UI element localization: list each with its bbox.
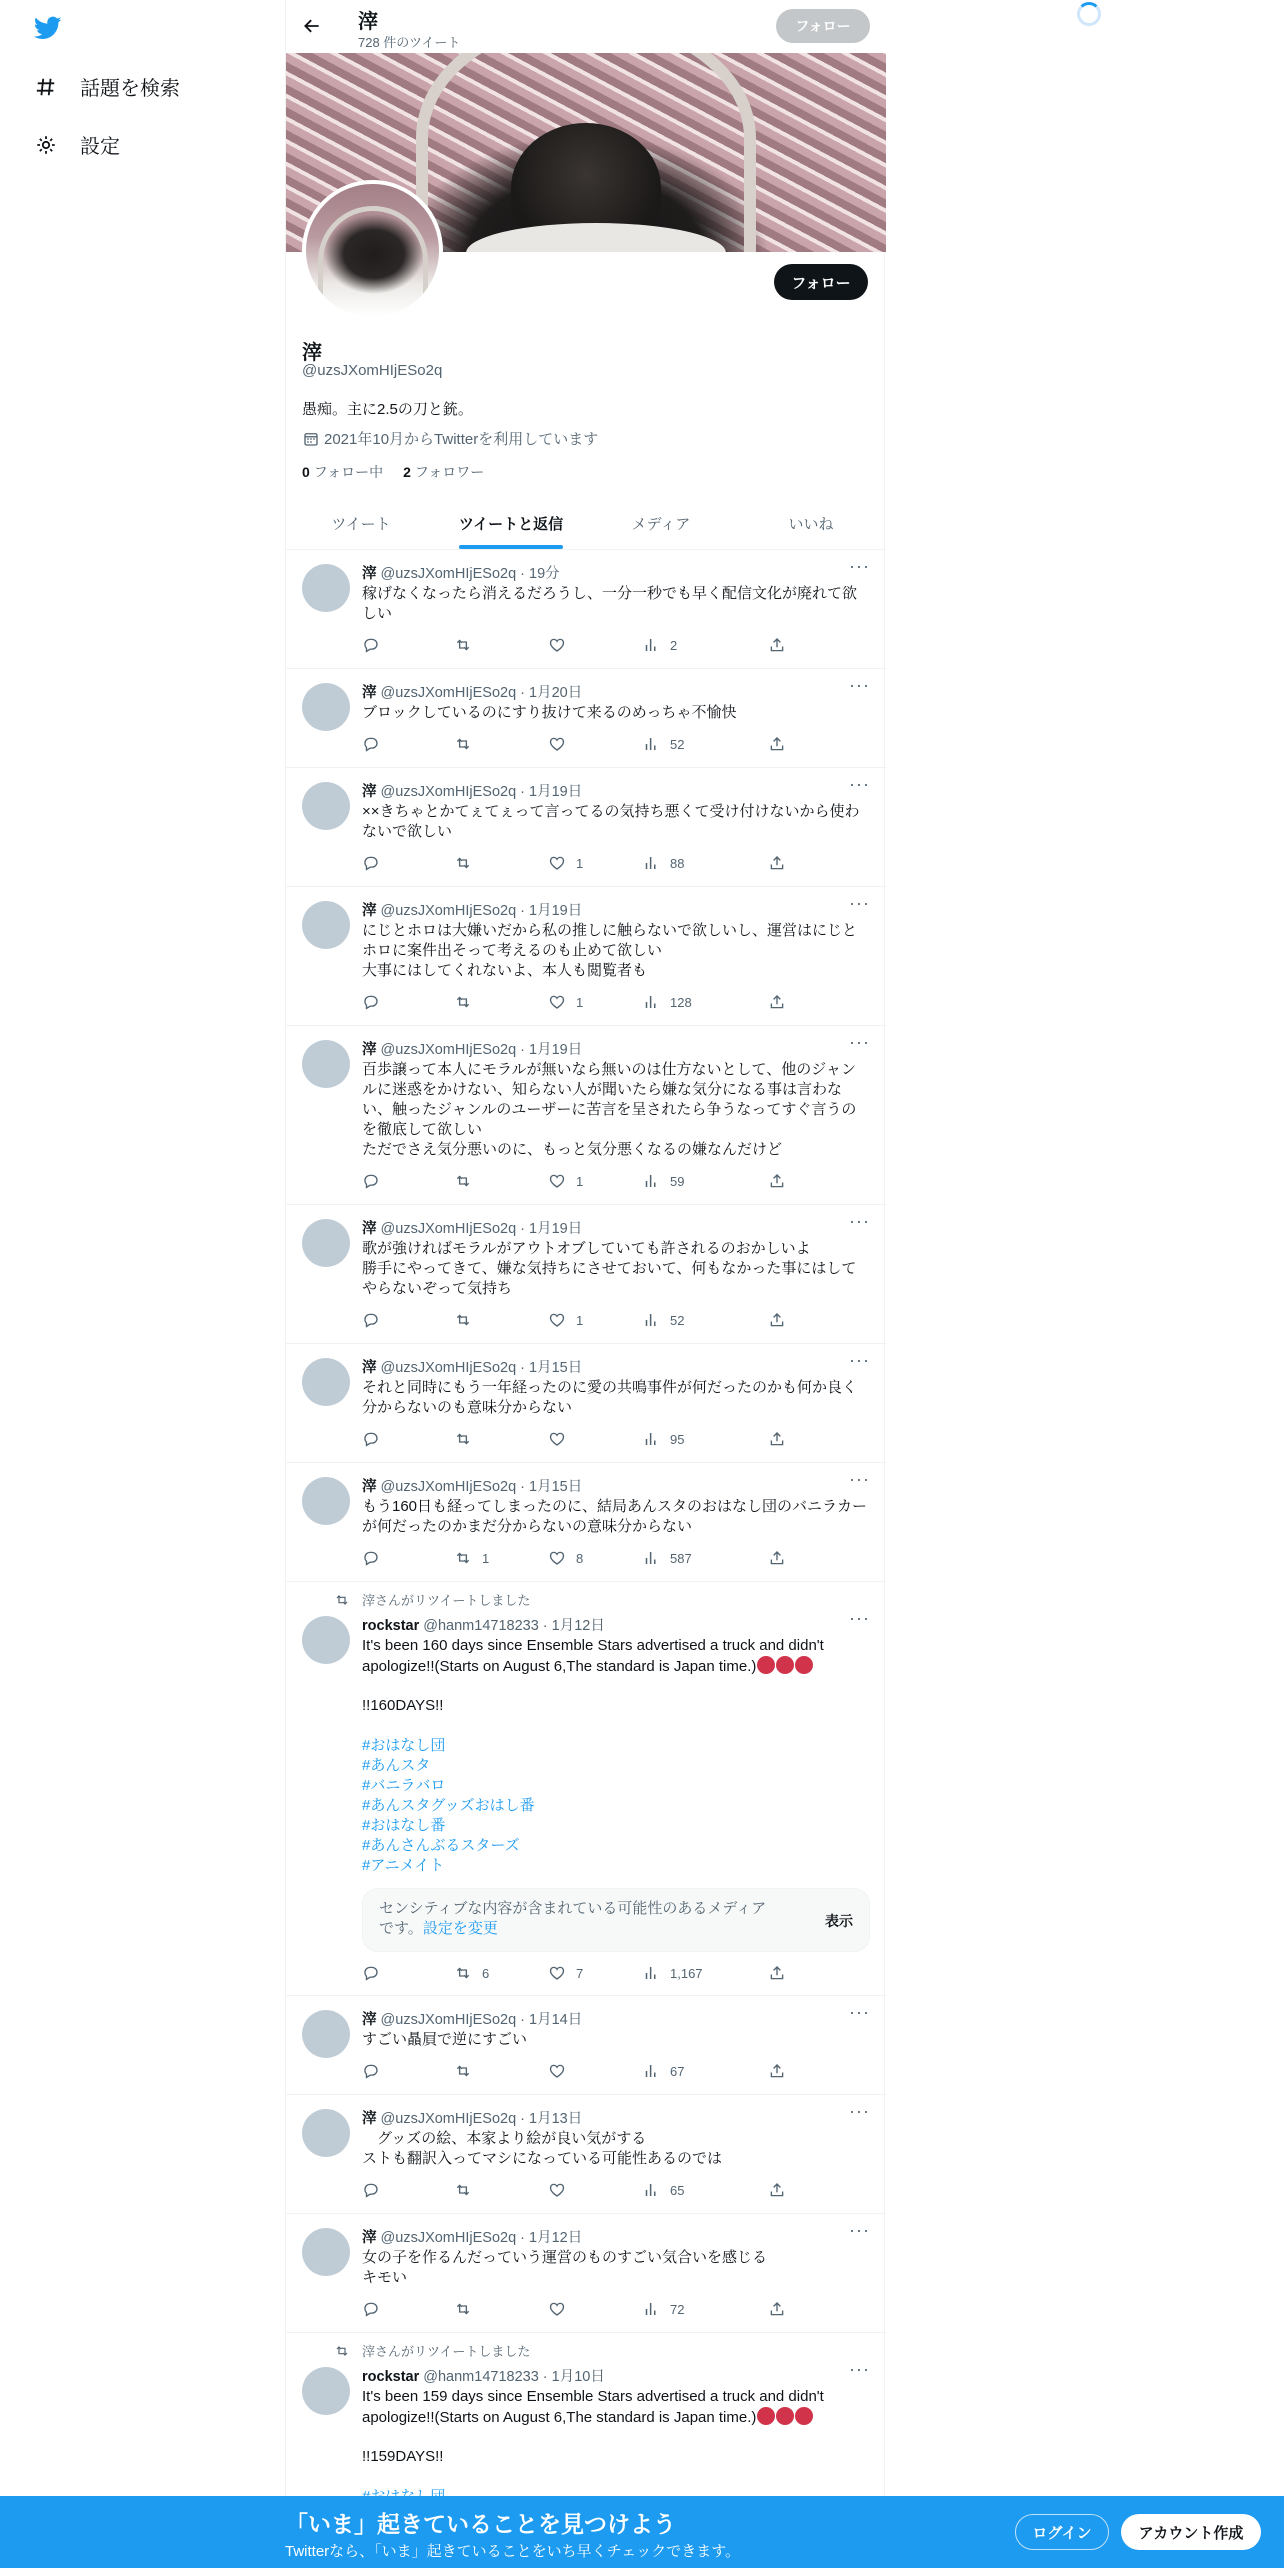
tweet-header: rockstar @hanm14718233 · 1月12日: [362, 1618, 605, 1634]
tweet-author-handle[interactable]: @uzsJXomHIjESo2q: [380, 2111, 517, 2127]
tweet-author-name[interactable]: 滓: [362, 1042, 377, 1058]
angry-emoji-icon: [776, 2407, 794, 2425]
tweet-author-name[interactable]: 滓: [362, 2230, 377, 2246]
retweet-small-icon: [334, 1592, 350, 1608]
tweet[interactable]: [286, 2214, 886, 2333]
like-button[interactable]: 7: [548, 1964, 583, 1982]
retweet-icon: [454, 2062, 472, 2080]
tweet-text: ブロックしているのにすり抜けて来るのめっちゃ不愉快: [362, 704, 737, 721]
reply-button[interactable]: [362, 1172, 390, 1190]
tweet-header: 滓 @uzsJXomHIjESo2q · 1月14日: [362, 2012, 583, 2028]
heart-icon: [548, 735, 566, 753]
tweet-time[interactable]: 19分: [529, 566, 560, 582]
share-button[interactable]: [768, 636, 796, 654]
like-button[interactable]: [548, 2300, 576, 2318]
like-button[interactable]: 8: [548, 1549, 583, 1567]
tweet[interactable]: [286, 1205, 886, 1344]
more-options-icon[interactable]: ···: [849, 2002, 870, 2022]
more-options-icon[interactable]: ···: [849, 1211, 870, 1231]
retweet-icon: [454, 636, 472, 654]
tweet-header: 滓 @uzsJXomHIjESo2q · 1月19日: [362, 1042, 583, 1058]
share-icon: [768, 1549, 786, 1567]
more-options-icon[interactable]: ···: [849, 556, 870, 576]
tweet-header: 滓 @uzsJXomHIjESo2q · 1月15日: [362, 1479, 583, 1495]
tweet-text: 女の子を作るんだっていう運営のものすごい気合いを感じる キモい: [362, 2249, 768, 2286]
nav-settings[interactable]: [34, 130, 120, 159]
retweet-icon: [454, 1430, 472, 1448]
reply-icon: [362, 1311, 380, 1329]
share-icon: [768, 2181, 786, 2199]
reply-icon: [362, 1430, 380, 1448]
calendar-icon: [302, 430, 320, 448]
tweet-actions: [362, 1549, 802, 1569]
hashtag-link[interactable]: #あんスタ: [362, 1757, 431, 1774]
tweet-author-handle[interactable]: @uzsJXomHIjESo2q: [380, 1360, 517, 1376]
views-button[interactable]: 95: [642, 1430, 684, 1448]
share-icon: [768, 1964, 786, 1982]
reply-icon: [362, 854, 380, 872]
tweet-header: rockstar @hanm14718233 · 1月10日: [362, 2369, 605, 2385]
tweet-text: それと同時にもう一年経ったのに愛の共鳴事件が何だったのかも何か良く分からないのも意味分からない: [362, 1379, 858, 1416]
tweet[interactable]: [286, 2095, 886, 2214]
reply-button[interactable]: [362, 2300, 390, 2318]
share-button[interactable]: [768, 735, 796, 753]
tweet[interactable]: [286, 1463, 886, 1582]
hashtag-link[interactable]: #あんさんぶるスターズ: [362, 1837, 520, 1854]
tweet-time[interactable]: 1月10日: [551, 2369, 605, 2385]
retweet-button[interactable]: [454, 854, 482, 872]
more-options-icon[interactable]: ···: [849, 2220, 870, 2240]
retweet-icon: [454, 1172, 472, 1190]
reply-button[interactable]: [362, 2181, 390, 2199]
signup-banner-subtitle: Twitterなら、「いま」起きていることをいち早くチェックできます。: [285, 2543, 741, 2560]
tweet-text: グッズの絵、本家より絵が良い気がする ストも翻訳入ってマシになっている可能性あるのでは: [362, 2130, 723, 2167]
like-button[interactable]: [548, 2062, 576, 2080]
heart-icon: [548, 1430, 566, 1448]
reply-button[interactable]: [362, 636, 390, 654]
tweet-text: 稼げなくなったら消えるだろうし、一分一秒でも早く配信文化が廃れて欲しい: [362, 585, 858, 622]
heart-icon: [548, 1549, 566, 1567]
heart-icon: [548, 636, 566, 654]
tweet-time[interactable]: 1月14日: [529, 2012, 583, 2028]
retweet-button[interactable]: [454, 1311, 482, 1329]
heart-icon: [548, 993, 566, 1011]
more-options-icon[interactable]: ···: [849, 1032, 870, 1052]
tweet-author-name[interactable]: 滓: [362, 685, 377, 701]
nav-settings-label: 設定: [80, 136, 120, 158]
share-button[interactable]: [768, 1964, 796, 1982]
like-button[interactable]: [548, 2181, 576, 2199]
tweet-author-handle[interactable]: @uzsJXomHIjESo2q: [380, 1221, 517, 1237]
tweet-actions: [362, 1430, 802, 1450]
tweet-text: 百歩譲って本人にモラルが無いなら無いのは仕方ないとして、他のジャンルに迷惑をかけない、知らない人が聞いたら嫌な気分になる事は言わない、触ったジャンルのユーザーに苦言を呈されたら争うなってすぐ言うのを徹底して欲しい ただでさえ気分悪いのに、もっと気分悪くなるの嫌なんだけど: [362, 1061, 857, 1158]
share-icon: [768, 1430, 786, 1448]
share-button[interactable]: [768, 1430, 796, 1448]
retweet-icon: [454, 2300, 472, 2318]
tweet-time[interactable]: 1月12日: [551, 1618, 605, 1634]
views-chart-icon: [642, 636, 660, 654]
nav-explore-label: 話題を検索: [80, 78, 180, 100]
tweet-actions: [362, 2181, 802, 2201]
tweet[interactable]: [286, 1026, 886, 1205]
tweet[interactable]: [286, 768, 886, 887]
tweet-author-handle[interactable]: @hanm14718233: [423, 2369, 539, 2385]
tweet-text-line: !!160DAYS!!: [362, 1697, 444, 1714]
profile-bio: 愚痴。主に2.5の刀と銃。: [302, 401, 473, 418]
tweet-author-handle[interactable]: @uzsJXomHIjESo2q: [380, 2012, 517, 2028]
tweet-author-handle[interactable]: @uzsJXomHIjESo2q: [380, 566, 517, 582]
views-button[interactable]: 72: [642, 2300, 684, 2318]
reply-button[interactable]: [362, 1430, 390, 1448]
views-button[interactable]: 52: [642, 735, 684, 753]
profile-column: [285, 0, 885, 2568]
tweet-header: 滓 @uzsJXomHIjESo2q · 1月20日: [362, 685, 583, 701]
hashtag-link[interactable]: #あんスタグッズおはし番: [362, 1797, 535, 1814]
tweet-text: 歌が強ければモラルがアウトオブしていても許されるのおかしいよ 勝手にやってきて、嫌な気持ちにさせておいて、何もなかった事にはしてやらないぞって気持ち: [362, 1240, 857, 1297]
tweet-author-name[interactable]: 滓: [362, 1479, 377, 1495]
reply-icon: [362, 2181, 380, 2199]
login-button[interactable]: ログイン: [1015, 2514, 1109, 2550]
tweet-author-name[interactable]: rockstar: [362, 2369, 420, 2385]
tweet-time[interactable]: 1月12日: [529, 2230, 583, 2246]
like-button[interactable]: 1: [548, 1311, 583, 1329]
views-button[interactable]: 128: [642, 993, 692, 1011]
share-button[interactable]: [768, 1172, 796, 1190]
share-button[interactable]: [768, 993, 796, 1011]
retweet-button[interactable]: [454, 2181, 482, 2199]
tweet[interactable]: [286, 550, 886, 669]
profile-header-bar: [286, 0, 886, 53]
profile-joined-text: 2021年10月からTwitterを利用しています: [324, 431, 599, 448]
tweet-actions: [362, 993, 802, 1013]
reply-button[interactable]: [362, 2062, 390, 2080]
heart-icon: [548, 1172, 566, 1190]
heart-icon: [548, 2300, 566, 2318]
heart-icon: [548, 2062, 566, 2080]
more-options-icon[interactable]: ···: [849, 774, 870, 794]
tweet-author-name[interactable]: 滓: [362, 566, 377, 582]
tweet-author-handle[interactable]: @hanm14718233: [423, 1618, 539, 1634]
heart-icon: [548, 1964, 566, 1982]
tweet-time[interactable]: 1月15日: [529, 1360, 583, 1376]
share-button[interactable]: [768, 2062, 796, 2080]
views-button[interactable]: 88: [642, 854, 684, 872]
tweet-author-handle[interactable]: @uzsJXomHIjESo2q: [380, 685, 517, 701]
tweet-author-name[interactable]: 滓: [362, 784, 377, 800]
tweet-text: もう160日も経ってしまったのに、結局あんスタのおはなし団のバニラカーが何だったのかまだ分からないの意味分からない: [362, 1498, 868, 1535]
more-options-icon[interactable]: ···: [849, 1350, 870, 1370]
angry-emoji-icon: [757, 1656, 775, 1674]
retweet-icon: [454, 2181, 472, 2199]
profile-handle: @uzsJXomHIjESo2q: [302, 362, 443, 379]
more-options-icon[interactable]: ···: [849, 2359, 870, 2379]
angry-emoji-icon: [795, 2407, 813, 2425]
reply-icon: [362, 636, 380, 654]
retweet-icon: [454, 1311, 472, 1329]
tweet-avatar[interactable]: [302, 901, 350, 949]
signup-banner: [0, 2496, 1284, 2568]
more-options-icon[interactable]: ···: [849, 675, 870, 695]
tab-media[interactable]: メディア: [631, 515, 691, 533]
like-button[interactable]: [548, 735, 576, 753]
tweet-author-handle[interactable]: @uzsJXomHIjESo2q: [380, 1479, 517, 1495]
tweet-text: ××きちゃとかてぇてぇって言ってるの気持ち悪くて受け付けないから使わないで欲しい: [362, 803, 860, 840]
tweet-avatar[interactable]: [302, 1477, 350, 1525]
tweet-author-handle[interactable]: @uzsJXomHIjESo2q: [380, 2230, 517, 2246]
profile-name: 滓: [302, 342, 322, 364]
share-icon: [768, 1172, 786, 1190]
tweet-avatar[interactable]: [302, 1358, 350, 1406]
more-options-icon[interactable]: ···: [849, 1469, 870, 1489]
tweet-avatar[interactable]: [302, 2109, 350, 2157]
tab-tweets-and-replies[interactable]: ツイートと返信: [436, 497, 586, 549]
tweet-header: 滓 @uzsJXomHIjESo2q · 19分: [362, 566, 560, 582]
views-chart-icon: [642, 735, 660, 753]
tweet-avatar[interactable]: [302, 1219, 350, 1267]
tweet-author-handle[interactable]: @uzsJXomHIjESo2q: [380, 1042, 517, 1058]
tweet-actions: [362, 2062, 802, 2082]
like-button[interactable]: [548, 636, 576, 654]
tweet-avatar[interactable]: [302, 1616, 350, 1664]
avatar-hood-shape: [318, 206, 428, 316]
tweet-avatar[interactable]: [302, 782, 350, 830]
retweet-icon: [454, 993, 472, 1011]
loading-spinner-icon: [1077, 2, 1101, 26]
tweet-author-name[interactable]: rockstar: [362, 1618, 420, 1634]
views-chart-icon: [642, 1964, 660, 1982]
retweet-icon: [454, 735, 472, 753]
tweet-avatar[interactable]: [302, 564, 350, 612]
tweet[interactable]: [286, 1582, 886, 1996]
tweet-avatar[interactable]: [302, 2010, 350, 2058]
profile-joined: [302, 428, 598, 449]
profile-avatar[interactable]: [302, 180, 443, 321]
views-chart-icon: [642, 854, 660, 872]
show-media-button[interactable]: 表示: [825, 1913, 853, 1929]
views-button[interactable]: 52: [642, 1311, 684, 1329]
tweet-author-handle[interactable]: @uzsJXomHIjESo2q: [380, 903, 517, 919]
views-button[interactable]: 65: [642, 2181, 684, 2199]
reply-icon: [362, 735, 380, 753]
tweet[interactable]: [286, 1344, 886, 1463]
sensitive-media-notice: センシティブな内容が含まれている可能性のあるメディアです。設定を変更 表示: [362, 1888, 870, 1952]
retweet-button[interactable]: [454, 2062, 482, 2080]
signup-banner-title: 「いま」起きていることを見つけよう: [285, 2511, 676, 2537]
views-button[interactable]: 587: [642, 1549, 692, 1567]
tweet-time[interactable]: 1月19日: [529, 1221, 583, 1237]
like-button[interactable]: 1: [548, 993, 583, 1011]
follow-button[interactable]: フォロー: [774, 264, 868, 300]
retweet-label: 滓さんがリツイートしました: [334, 1590, 530, 1609]
like-button[interactable]: 1: [548, 1172, 583, 1190]
tweet-author-name[interactable]: 滓: [362, 2111, 377, 2127]
like-button[interactable]: 1: [548, 854, 583, 872]
twitter-logo-icon[interactable]: [32, 14, 64, 42]
retweet-button[interactable]: [454, 636, 482, 654]
reply-button[interactable]: [362, 854, 390, 872]
hashtag-link[interactable]: #おはなし番: [362, 1817, 446, 1834]
retweet-button[interactable]: [454, 1430, 482, 1448]
tweet-time[interactable]: 1月19日: [529, 784, 583, 800]
retweet-button[interactable]: [454, 2300, 482, 2318]
tweet-actions: [362, 1964, 802, 1984]
views-chart-icon: [642, 2300, 660, 2318]
nav-explore[interactable]: [34, 72, 180, 101]
tweet-text-line: !!159DAYS!!: [362, 2448, 444, 2465]
angry-emoji-icon: [795, 1656, 813, 1674]
tweet-avatar[interactable]: [302, 2367, 350, 2415]
retweet-icon: [454, 854, 472, 872]
tweet-time[interactable]: 1月19日: [529, 1042, 583, 1058]
tweet-time[interactable]: 1月19日: [529, 903, 583, 919]
angry-emoji-icon: [776, 1656, 794, 1674]
share-button[interactable]: [768, 1311, 796, 1329]
hashtag-icon: [34, 75, 58, 99]
reply-icon: [362, 1964, 380, 1982]
tweet-text: すごい贔屓で逆にすごい: [362, 2031, 528, 2048]
tweet-author-name[interactable]: 滓: [362, 903, 377, 919]
retweet-icon: [454, 1964, 472, 1982]
hashtag-list: [362, 1736, 870, 1876]
views-chart-icon: [642, 1549, 660, 1567]
tweet-actions: [362, 1172, 802, 1192]
share-icon: [768, 2062, 786, 2080]
header-name: 滓: [358, 11, 378, 33]
following-link[interactable]: 0 フォロー中: [302, 464, 384, 480]
share-icon: [768, 735, 786, 753]
profile-stats: [302, 462, 504, 482]
signup-button[interactable]: アカウント作成: [1121, 2514, 1261, 2550]
heart-icon: [548, 854, 566, 872]
angry-emoji-icon: [757, 2407, 775, 2425]
reply-icon: [362, 1549, 380, 1567]
retweet-button[interactable]: 6: [454, 1964, 489, 1982]
more-options-icon[interactable]: ···: [849, 893, 870, 913]
hashtag-link[interactable]: #アニメイト: [362, 1857, 445, 1874]
retweet-button[interactable]: [454, 993, 482, 1011]
tab-likes[interactable]: いいね: [788, 515, 834, 533]
heart-icon: [548, 1311, 566, 1329]
share-button[interactable]: [768, 1549, 796, 1567]
reply-button[interactable]: [362, 1964, 390, 1982]
tweet-header: 滓 @uzsJXomHIjESo2q · 1月12日: [362, 2230, 583, 2246]
tweet-time[interactable]: 1月13日: [529, 2111, 583, 2127]
more-options-icon[interactable]: ···: [849, 2101, 870, 2121]
tweet-author-handle[interactable]: @uzsJXomHIjESo2q: [380, 784, 517, 800]
share-icon: [768, 854, 786, 872]
back-arrow-icon[interactable]: [300, 14, 324, 38]
share-icon: [768, 2300, 786, 2318]
views-chart-icon: [642, 993, 660, 1011]
retweet-icon: [454, 1549, 472, 1567]
tweet-text: にじとホロは大嫌いだから私の推しに触らないで欲しいし、運営はにじとホロに案件出そって考えるのも止めて欲しい 大事にはしてくれないよ、本人も閲覧者も: [362, 922, 858, 979]
change-settings-link[interactable]: 設定を変更: [422, 1920, 498, 1937]
reply-button[interactable]: [362, 993, 390, 1011]
views-chart-icon: [642, 1311, 660, 1329]
reply-icon: [362, 993, 380, 1011]
tweet-avatar[interactable]: [302, 2228, 350, 2276]
retweet-button[interactable]: [454, 735, 482, 753]
retweet-small-icon: [334, 2343, 350, 2359]
hashtag-link[interactable]: #バニラバロ: [362, 1777, 446, 1794]
tweet-avatar[interactable]: [302, 1040, 350, 1088]
share-icon: [768, 993, 786, 1011]
tweet-header: 滓 @uzsJXomHIjESo2q · 1月15日: [362, 1360, 583, 1376]
tweet-author-name[interactable]: 滓: [362, 1221, 377, 1237]
share-button[interactable]: [768, 2300, 796, 2318]
reply-icon: [362, 2062, 380, 2080]
views-chart-icon: [642, 2062, 660, 2080]
views-button[interactable]: 67: [642, 2062, 684, 2080]
tweet-actions: [362, 2300, 802, 2320]
tweet-header: 滓 @uzsJXomHIjESo2q · 1月13日: [362, 2111, 583, 2127]
tweet[interactable]: [286, 669, 886, 768]
like-button[interactable]: [548, 1430, 576, 1448]
views-chart-icon: [642, 1172, 660, 1190]
tweet-actions: [362, 636, 802, 656]
reply-button[interactable]: [362, 1549, 390, 1567]
retweet-label: 滓さんがリツイートしました: [334, 2341, 530, 2360]
views-button[interactable]: 2: [642, 636, 677, 654]
tweet-time[interactable]: 1月15日: [529, 1479, 583, 1495]
tweet-time[interactable]: 1月20日: [529, 685, 583, 701]
share-button[interactable]: [768, 854, 796, 872]
tab-tweets[interactable]: ツイート: [331, 515, 391, 533]
tweet-text: It's been 160 days since Ensemble Stars advertised a truck and didn't apologize!!(Starts on August 6,The standard is Japan time.): [362, 1637, 828, 1675]
reply-icon: [362, 1172, 380, 1190]
tweet-avatar[interactable]: [302, 683, 350, 731]
more-options-icon[interactable]: ···: [849, 1608, 870, 1628]
views-chart-icon: [642, 1430, 660, 1448]
tweet-header: 滓 @uzsJXomHIjESo2q · 1月19日: [362, 903, 583, 919]
profile-tabs: [286, 497, 886, 550]
followers-link[interactable]: 2 フォロワー: [403, 464, 485, 480]
reply-button[interactable]: [362, 735, 390, 753]
share-icon: [768, 1311, 786, 1329]
tweet-text: It's been 159 days since Ensemble Stars advertised a truck and didn't apologize!!(Starts on August 6,The standard is Japan time.): [362, 2388, 828, 2426]
gear-icon: [34, 133, 58, 157]
tweet[interactable]: [286, 1996, 886, 2095]
reply-button[interactable]: [362, 1311, 390, 1329]
tweet-header: 滓 @uzsJXomHIjESo2q · 1月19日: [362, 1221, 583, 1237]
tweet-actions: [362, 854, 802, 874]
reply-icon: [362, 2300, 380, 2318]
views-button[interactable]: 59: [642, 1172, 684, 1190]
header-tweet-count: 728 件のツイート: [358, 35, 461, 50]
share-button[interactable]: [768, 2181, 796, 2199]
views-chart-icon: [642, 2181, 660, 2199]
hashtag-link[interactable]: #おはなし団: [362, 1737, 446, 1754]
tweet[interactable]: [286, 887, 886, 1026]
tweet-actions: [362, 1311, 802, 1331]
tweet-header: 滓 @uzsJXomHIjESo2q · 1月19日: [362, 784, 583, 800]
retweet-button[interactable]: [454, 1172, 482, 1190]
tweet-actions: [362, 735, 802, 755]
views-button[interactable]: 1,167: [642, 1964, 703, 1982]
header-follow-button[interactable]: フォロー: [776, 9, 870, 43]
heart-icon: [548, 2181, 566, 2199]
share-icon: [768, 636, 786, 654]
tweet-author-name[interactable]: 滓: [362, 2012, 377, 2028]
tweet-author-name[interactable]: 滓: [362, 1360, 377, 1376]
retweet-button[interactable]: 1: [454, 1549, 489, 1567]
